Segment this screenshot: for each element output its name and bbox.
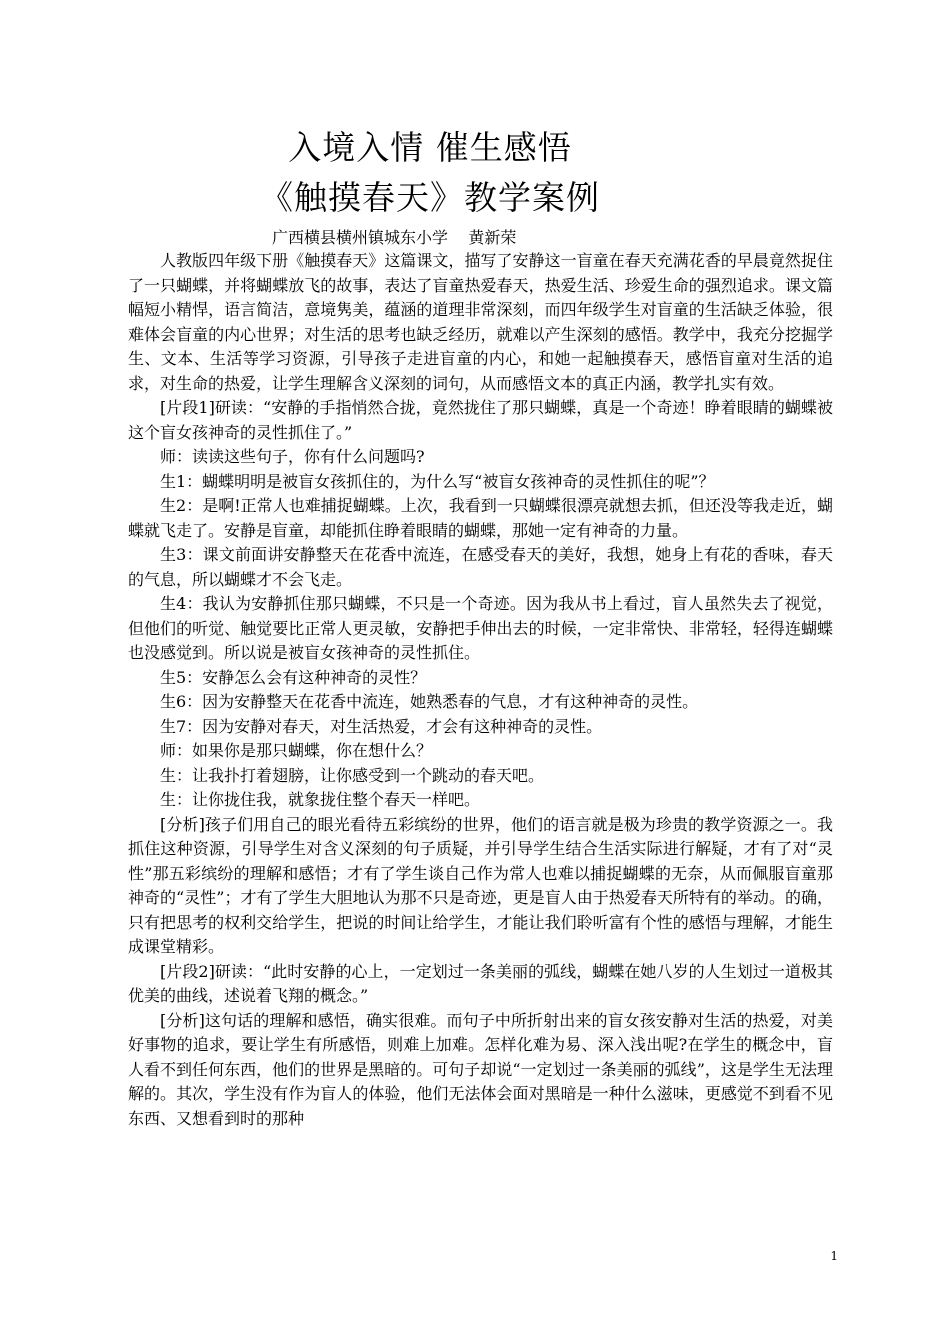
paragraph-student-2: 生2：是啊!正常人也难捕捉蝴蝶。上次，我看到一只蝴蝶很漂亮就想去抓，但还没等我走近，蝴蝶就飞走了。安静是盲童，却能抓住睁着眼睛的蝴蝶，那她一定有神奇的力量。 bbox=[128, 496, 833, 540]
paragraph-student-1: 生1：蝴蝶明明是被盲女孩抓住的，为什么写“被盲女孩神奇的灵性抓住的呢”？ bbox=[160, 471, 715, 491]
paragraph-excerpt-2: [片段2]研读：“此时安静的心上，一定划过一条美丽的弧线，蝴蝶在她八岁的人生划过一道极其优美的曲线，述说着飞翔的概念。” bbox=[128, 961, 833, 1005]
paragraph-student-7: 生7：因为安静对春天，对生活热爱，才会有这种神奇的灵性。 bbox=[160, 716, 603, 736]
paragraph-student-response-1: 生：让我扑打着翅膀，让你感受到一个跳动的春天吧。 bbox=[160, 765, 545, 785]
paragraph-teacher-question-1: 师：读读这些句子，你有什么问题吗? bbox=[160, 447, 425, 466]
paragraph-student-4: 生4：我认为安静抓住那只蝴蝶，不只是一个奇迹。因为我从书上看过，盲人虽然失去了视觉，但他们的听觉、触觉要比正常人更灵敏，安静把手伸出去的时候，一定非常快、非常轻，轻得连蝴蝶也没感觉到。所以说是被盲女孩神奇的灵性抓住。 bbox=[128, 594, 833, 662]
paragraph-student-6: 生6：因为安静整天在花香中流连，她熟悉春的气息，才有这种神奇的灵性。 bbox=[160, 692, 699, 711]
document-body bbox=[128, 249, 833, 1131]
paragraph-intro: 人教版四年级下册《触摸春天》这篇课文，描写了安静这一盲童在春天充满花香的早晨竟然捉住了一只蝴蝶，并将蝴蝶放飞的故事，表达了盲童热爱春天，热爱生活、珍爱生命的强烈追求。课文篇幅短小精悍，语言简洁，意境隽美，蕴涵的道理非常深刻，而四年级学生对盲童的生活缺乏体验，很难体会盲童的内心世界；对生活的思考也缺乏经历，就难以产生深刻的感悟。教学中，我充分挖掘学生、文本、生活等学习资源，引导孩子走进盲童的内心，和她一起触摸春天，感悟盲童对生活的追求，对生命的热爱，让学生理解含义深刻的词句，从而感悟文本的真正内涵，教学扎实有效。 bbox=[128, 251, 833, 393]
paragraph-student-response-2: 生：让你拢住我，就象拢住整个春天一样吧。 bbox=[160, 790, 481, 809]
paragraph-student-3: 生3：课文前面讲安静整天在花香中流连，在感受春天的美好，我想，她身上有花的香味，春天的气息，所以蝴蝶才不会飞走。 bbox=[128, 545, 833, 589]
author-line: 广西横县横州镇城东小学 黄新荣 bbox=[272, 228, 517, 247]
page-number: 1 bbox=[830, 1249, 838, 1263]
paragraph-teacher-question-2: 师：如果你是那只蝴蝶，你在想什么？ bbox=[160, 741, 433, 760]
paragraph-analysis-1: [分析]孩子们用自己的眼光看待五彩缤纷的世界，他们的语言就是极为珍贵的教学资源之一。我抓住这种资源，引导学生对含义深刻的句子质疑，并引导学生结合生活实际进行解疑，才有了对“灵性”那五彩缤纷的理解和感悟；才有了学生谈自己作为常人也难以捕捉蝴蝶的无奈，从而佩服盲童那神奇的“灵性”；才有了学生大胆地认为那不只是奇迹，更是盲人由于热爱春天所特有的举动。的确，只有把思考的权利交给学生，把说的时间让给学生，才能让我们聆听富有个性的感悟与理解，才能生成课堂精彩。 bbox=[128, 814, 833, 956]
document-title-line-2: 《触摸春天》教学案例 bbox=[260, 178, 600, 217]
document-title-line-1: 入境入情 催生感悟 bbox=[288, 128, 572, 167]
paragraph-student-5: 生5：安静怎么会有这种神奇的灵性？ bbox=[160, 667, 427, 687]
paragraph-analysis-2: [分析]这句话的理解和感悟，确实很难。而句子中所折射出来的盲女孩安静对生活的热爱，对美好事物的追求，要让学生有所感悟，则难上加难。怎样化难为易、深入浅出呢?在学生的概念中，盲人看不到任何东西，他们的世界是黑暗的。可句子却说“一定划过一条美丽的弧线”，这是学生无法理解的。其次，学生没有作为盲人的体验，他们无法体会面对黑暗是一种什么滋味，更感觉不到看不见东西、又想看到时的那种 bbox=[128, 1010, 833, 1128]
paragraph-excerpt-1: [片段1]研读：“安静的手指悄然合拢，竟然拢住了那只蝴蝶，真是一个奇迹！睁着眼睛的蝴蝶被这个盲女孩神奇的灵性抓住了。” bbox=[128, 398, 833, 442]
